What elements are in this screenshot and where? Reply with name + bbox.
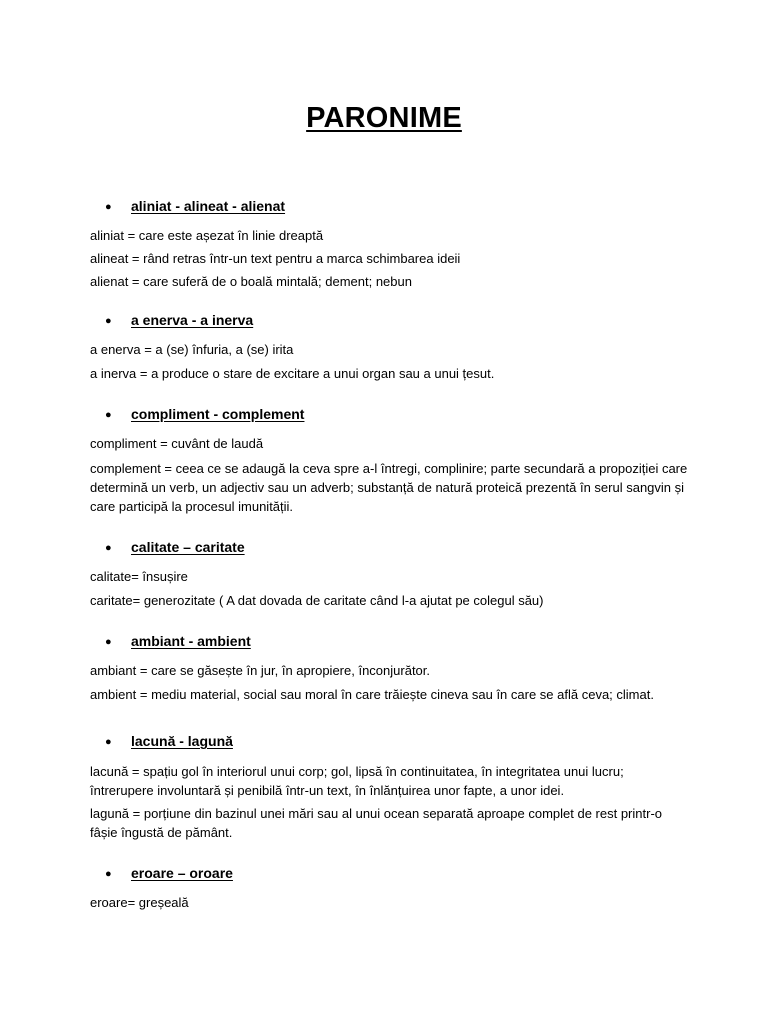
definition-line: aliniat = care este așezat în linie dreaptă xyxy=(90,228,324,243)
definition-paragraph xyxy=(90,804,690,842)
section-heading-aliniat xyxy=(105,198,285,214)
section-heading-lacuna xyxy=(105,733,233,749)
section-heading-enerva xyxy=(105,312,253,328)
paragraph-line: lagună = porțiune din bazinul unei mări sau al unui ocean separată aproape complet de rest printr-o xyxy=(90,806,662,821)
section-heading-calitate xyxy=(105,539,245,555)
definition-paragraph xyxy=(90,762,690,800)
page-title: PARONIME xyxy=(306,102,462,134)
section-heading-eroare xyxy=(105,865,233,881)
paragraph-line: care participă la procesul imunității. xyxy=(90,499,294,514)
bullet-icon: ● xyxy=(105,201,112,213)
section-heading-text: eroare – oroare xyxy=(131,865,233,881)
bullet-icon: ● xyxy=(105,315,112,327)
section-heading-text: ambiant - ambient xyxy=(131,633,251,649)
section-heading-ambiant xyxy=(105,633,251,649)
section-heading-text: a enerva - a inerva xyxy=(131,312,254,328)
section-heading-text: aliniat - alineat - alienat xyxy=(131,198,286,214)
paragraph-line: lacună = spațiu gol în interiorul unui corp; gol, lipsă în continuitatea, în integritatea unui lucru; xyxy=(90,764,624,779)
paragraph-line: întrerupere involuntară și penibilă într-un text, în înlănțuirea unor fapte, a unor idei. xyxy=(90,783,565,798)
section-heading-text: compliment - complement xyxy=(131,406,305,422)
section-heading-text: lacună - lagună xyxy=(131,733,233,749)
definition-line: a enerva = a (se) înfuria, a (se) irita xyxy=(90,342,294,357)
paragraph-line: fâșie îngustă de pământ. xyxy=(90,825,233,840)
paragraph-line: determină un verb, un adjectiv sau un adverb; substanță de natură proteică prezentă în serul sangvin și xyxy=(90,480,685,495)
definition-paragraph xyxy=(90,459,690,516)
definition-line: compliment = cuvânt de laudă xyxy=(90,436,264,451)
bullet-icon: ● xyxy=(105,542,112,554)
bullet-icon: ● xyxy=(105,409,112,421)
section-heading-compliment xyxy=(105,406,304,422)
paragraph-line: complement = ceea ce se adaugă la ceva spre a-l întregi, complinire; parte secundară a propoziției care xyxy=(90,461,688,476)
section-heading-text: calitate – caritate xyxy=(131,539,245,555)
bullet-icon: ● xyxy=(105,736,112,748)
definition-line: alienat = care suferă de o boală mintală; dement; nebun xyxy=(90,274,412,289)
definition-line: ambiant = care se găsește în jur, în apropiere, înconjurător. xyxy=(90,663,431,678)
definition-line: eroare= greșeală xyxy=(90,895,189,910)
definition-line: a inerva = a produce o stare de excitare a unui organ sau a unui țesut. xyxy=(90,366,495,381)
bullet-icon: ● xyxy=(105,868,112,880)
definition-line: caritate= generozitate ( A dat dovada de caritate când l-a ajutat pe colegul său) xyxy=(90,593,544,608)
bullet-icon: ● xyxy=(105,636,112,648)
definition-line: calitate= însușire xyxy=(90,569,188,584)
definition-line: alineat = rând retras într-un text pentru a marca schimbarea ideii xyxy=(90,251,461,266)
definition-line: ambient = mediu material, social sau moral în care trăiește cineva sau în care se află ceva; climat. xyxy=(90,687,654,702)
